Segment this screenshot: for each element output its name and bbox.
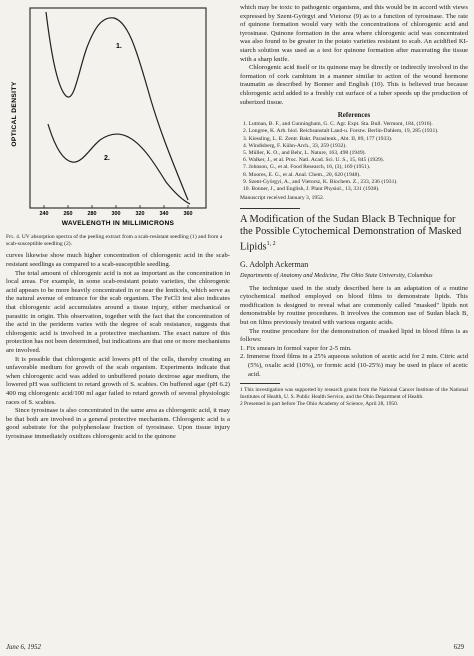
left-column bbox=[6, 4, 230, 441]
references-heading: References bbox=[337, 111, 371, 120]
body-paragraph: Chlorogenic acid itself or its quinone may be directly or indirectly involved in the formation of cork cambium in a manner similar to action of the wound hormone traumatin as described by Bonner and English (10). This is believed true because chlorogenic acid added to a freshly cut surface of a tuber speeds up the production of suberized tissue. bbox=[240, 64, 468, 106]
body-paragraph: The total amount of chlorogenic acid is not as important as the concentration in local areas. For example, in some scab-resistant potato varieties, the chlorogenic acid appears to be more heavily concentrated in or near the lenticels, which serve as the natural avenue of entrance for the scab organism. The FeCl3 test also indicates that chlorogenic acid accumulates around a tissue injury, either mechanical or parasitic in origin. This observation, together with the fact that the concentration of the acid in the periderm varies with the degree of scab resistance, suggests that chlorogenic acid is involved in a protective mechanism. The exact nature of this protection has not been determined, but indications are that one or more mechanisms are involved. bbox=[6, 269, 230, 354]
reference-item: 8. Moores, E. G., et al. Anal. Chem., 20, 620 (1948). bbox=[243, 171, 361, 178]
curve-2-susceptible bbox=[48, 124, 190, 204]
reference-item: 2. Longree, K. Arb. biol. Reichsanstalt Land-u. Forstw. Berlin-Dahlem, 19, 285 (1931). bbox=[243, 128, 439, 135]
x-tick-label: 260 bbox=[63, 211, 73, 217]
reference-item: 10. Bonner, J., and English, J. Plant Physiol., 13, 331 (1938). bbox=[243, 185, 380, 192]
x-tick-label: 340 bbox=[159, 211, 169, 217]
uv-spectra-chart bbox=[6, 4, 230, 232]
procedure-step: 1. Fix smears in formol vapor for 2-5 min. bbox=[240, 344, 352, 352]
reference-item: 1. Lutman, B. F., and Cunningham, G. C. Agr. Expt. Sta. Bull. Vermont, 184, (1916). bbox=[243, 121, 433, 128]
article-title bbox=[240, 214, 468, 253]
reference-item: 4. Windisberg, F. Kühn-Arch., 33, 259 (1932). bbox=[243, 142, 347, 149]
body-paragraph: It is possible that chlorogenic acid lowers pH of the cells, thereby creating an unfavorable medium for growth of the scab organism. Experiments indicate that when chlorogenic acid was added to unbuffered potato dextrose agar medium, the lowered pH was sufficient to retard growth of S. scabies. On buffered agar (pH 6.2) 400 mg chlorogenic acid/100 ml agar failed to retard growth of several physiologic races of S. scabies. bbox=[6, 355, 230, 406]
x-tick-label: 280 bbox=[87, 211, 97, 217]
body-paragraph: curves likewise show much higher concentration of chlorogenic acid in the scab-resistant seedlings as compared to a scab-susceptible seedling. bbox=[6, 252, 230, 268]
body-paragraph: Since tyrosinase is also concentrated in the same area as chlorogenic acid, it may be that both are involved in a general protective mechanism. Chlorogenic acid is a good substrate for the polyphenolase fraction of tyrosinase. Upon tissue injury tyrosinase immediately oxidizes chlorogenic acid to the quinone bbox=[6, 407, 230, 440]
reference-item: 3. Kiessling, L. E. Zentr. Bakt. Parasitenk., Abt. II, 89, 177 (1933). bbox=[243, 135, 393, 142]
author-affiliation: Departments of Anatomy and Medicine, The Ohio State University, Columbus bbox=[240, 271, 433, 279]
manuscript-received: Manuscript received January 3, 1952. bbox=[240, 195, 325, 202]
x-tick-label: 300 bbox=[111, 211, 121, 217]
x-tick-label: 240 bbox=[39, 211, 49, 217]
figure-caption bbox=[6, 234, 230, 248]
caption-label: Fig. 4. bbox=[6, 234, 21, 240]
issue-date: June 6, 1952 bbox=[6, 644, 41, 651]
curve-1-resistant bbox=[46, 12, 188, 200]
caption-text: UV absorption spectra of the peeling extract from a scab-resistant seedling (1) and from a scab-susceptible seedling (2). bbox=[6, 234, 223, 248]
references-list bbox=[240, 121, 468, 193]
figure-4 bbox=[6, 4, 230, 232]
body-paragraph: The technique used in the study described here is an adaptation of a routine cytochemical method employed on blood films to demonstrate lipids. This modification is designed to reveal what are commonly called "masked" lipids not demonstrable by routine procedures. It involves the common use of Sudan black B, but on films previously treated with various organic acids. bbox=[240, 284, 468, 326]
footnote: 1 This investigation was supported by research grants from the National Cancer Institute of the National Institutes of Health, U. S. Public Health Service, and the Ohio Department of Health. bbox=[240, 387, 468, 400]
curve-label-1: 1. bbox=[116, 43, 122, 50]
reference-item: 5. Müller, K. O., and Behr, L. Nature, 163, 498 (1949). bbox=[243, 149, 366, 156]
footnote-divider bbox=[240, 383, 280, 384]
footnote: 2 Presented in part before The Ohio Academy of Science, April 28, 1950. bbox=[240, 400, 399, 407]
page-number: 629 bbox=[453, 644, 464, 651]
curve-label-2: 2. bbox=[104, 155, 110, 162]
reference-item: 6. Walker, J., et al. Proc. Natl. Acad. Sci. U. S., 15, 845 (1929). bbox=[243, 157, 385, 164]
body-paragraph: The routine procedure for the demonstration of masked lipid in blood films is as follows: bbox=[240, 327, 468, 344]
x-axis-label: WAVELENGTH IN MILLIMICRONS bbox=[61, 220, 175, 227]
reference-item: 9. Szent-Györgyi, A., and Vietorsz, K. Biochem. Z., 233, 236 (1931). bbox=[243, 178, 398, 185]
procedure-step: 2. Immerse fixed films in a 25% aqueous solution of acetic acid for 2 min. Citric acid (5%), oxalic acid (10%), or formic acid (10-25%) may be used in place of acetic acid. bbox=[240, 353, 468, 378]
x-tick-label: 360 bbox=[183, 211, 193, 217]
section-divider bbox=[240, 208, 300, 209]
article-author: G. Adolph Ackerman bbox=[240, 259, 309, 269]
title-footnote-marks: 1, 2 bbox=[266, 241, 276, 248]
article-title-text: A Modification of the Sudan Black B Technique for the Possible Cytochemical Demonstration of Masked Lipids bbox=[240, 214, 462, 253]
y-axis-label: OPTICAL DENSITY bbox=[11, 81, 18, 147]
x-tick-label: 320 bbox=[135, 211, 145, 217]
reference-item: 7. Johnson, G., et al. Food Research, 16, (3), 169 (1951). bbox=[243, 164, 371, 171]
right-column bbox=[240, 4, 468, 408]
body-paragraph: which may be toxic to pathogenic organisms, and this would be in accord with views expressed by Szent-Györgyi and Vietorsz (9) as to a function of tyrosinase. The rate of quinone formation would vary with the concentrations of chlorogenic acid and tyrosinase. Quinone formation in the area where chlorogenic acid was concentrated was also found to be greater in the potato varieties resistant to scab. An acidified KI-starch solution was used as a test for quinone formation after macerating the tissue with a sharp knife. bbox=[240, 4, 468, 63]
